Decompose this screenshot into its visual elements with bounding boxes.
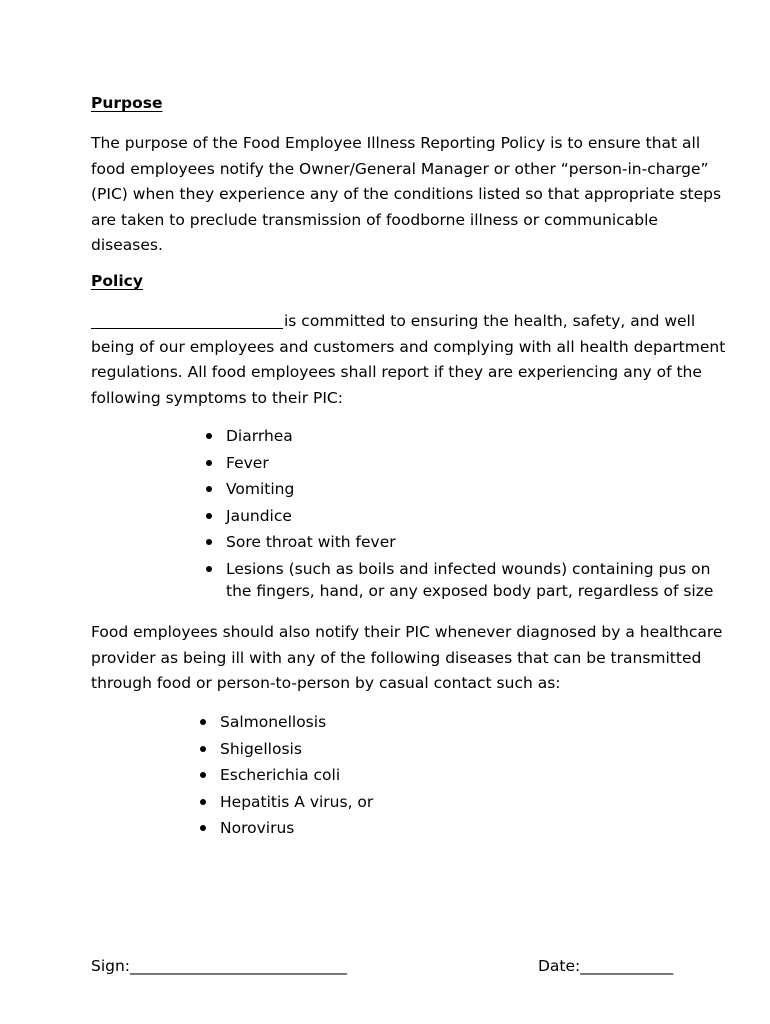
policy-line: regulations. All food employees shall report if they are experiencing any of the	[91, 363, 702, 381]
policy-paragraph	[91, 309, 725, 411]
list-item: Shigellosis	[198, 736, 373, 763]
list-item: Hepatitis A virus, or	[198, 789, 373, 816]
policy-line: being of our employees and customers and complying with all health department	[91, 337, 726, 356]
purpose-line: (PIC) when they experience any of the conditions listed so that appropriate steps	[91, 185, 722, 203]
purpose-line: are taken to preclude transmission of foodborne illness or communicable	[91, 210, 658, 229]
purpose-paragraph	[91, 131, 721, 259]
purpose-line: The purpose of the Food Employee Illness Reporting Policy is to ensure that all	[91, 134, 701, 152]
policy-first-line	[91, 309, 725, 335]
list-item: Salmonellosis	[198, 709, 373, 736]
list-item: Sore throat with fever	[204, 529, 710, 556]
purpose-line: food employees notify the Owner/General Manager or other “person-in-charge”	[91, 159, 709, 178]
diagnosis-paragraph	[91, 620, 722, 697]
list-item: Fever	[204, 450, 710, 477]
diagnosis-line: Food employees should also notify their PIC whenever diagnosed by a healthcare	[91, 623, 723, 641]
list-item: Lesions (such as boils and infected wounds) containing pus on	[204, 556, 710, 583]
policy-first-line-text: is committed to ensuring the health, safety, and well	[284, 312, 696, 330]
list-item: Vomiting	[204, 476, 710, 503]
diagnosis-line: provider as being ill with any of the following diseases that can be transmitted	[91, 648, 702, 667]
sign-field[interactable]: Sign:____________________________	[91, 957, 348, 975]
list-item: Jaundice	[204, 503, 710, 530]
purpose-heading: Purpose	[91, 94, 163, 112]
diagnosis-line: through food or person-to-person by casual contact such as:	[91, 674, 561, 692]
list-item: Escherichia coli	[198, 762, 373, 789]
symptoms-list	[204, 423, 710, 582]
list-item: Diarrhea	[204, 423, 710, 450]
purpose-line: diseases.	[91, 236, 163, 254]
policy-line: following symptoms to their PIC:	[91, 388, 343, 407]
date-field[interactable]: Date:____________	[538, 957, 674, 975]
diseases-list	[198, 709, 373, 842]
company-name-blank[interactable]	[91, 311, 283, 329]
list-item: Norovirus	[198, 815, 373, 842]
symptom-continuation: the fingers, hand, or any exposed body part, regardless of size	[226, 582, 714, 600]
policy-heading: Policy	[91, 272, 143, 290]
